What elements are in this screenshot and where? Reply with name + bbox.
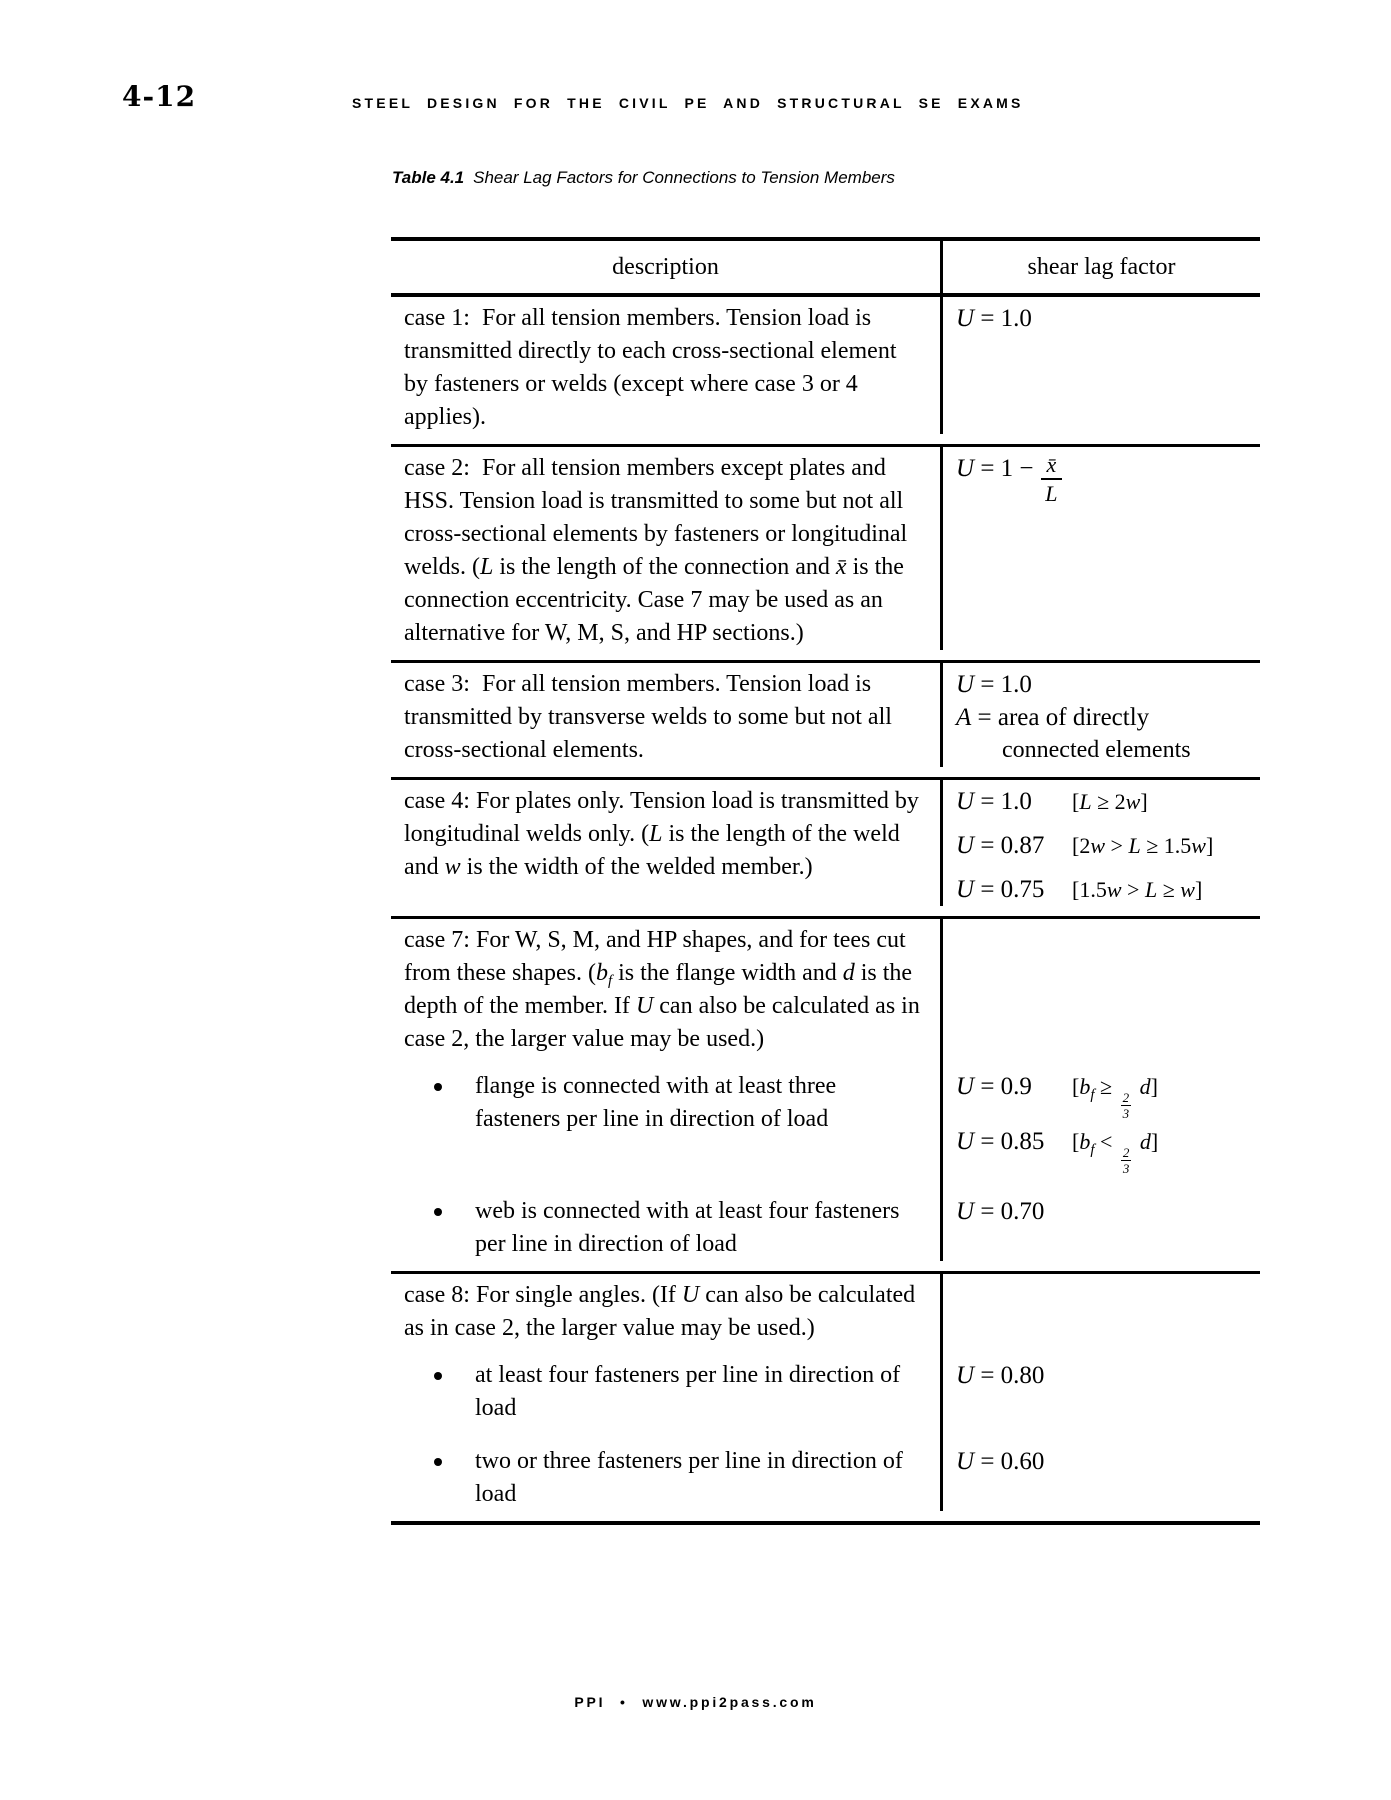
table-sub-row [391,1425,1260,1511]
factor-line: U = 1 − $\frac{x̄}{L}$ [956,452,1256,512]
fraction-two-thirds: $\frac{2}{3}$ [1122,1145,1130,1176]
shear-lag-table [391,237,1260,1525]
page-number: 4-12 [122,80,197,113]
table-header-row [391,241,1260,297]
factor-value: U = 1.0 [956,788,1032,815]
factor-value: U = 0.9 [956,1073,1032,1100]
factor-cell [940,1175,1260,1261]
factor-condition: [2w > L ≥ 1.5w] [1072,833,1214,858]
factor-value: A = area of directly [956,704,1150,731]
factor-cell [940,1345,1260,1425]
description-text: case 4: For plates only. Tension load is transmitted by longitudinal welds only. (L is the length of the weld and w is the width of the welded member.) [404,788,919,880]
table-header-factor: shear lag factor [940,241,1260,293]
table-sub-row [391,1345,1260,1425]
table-header-description: description [612,253,719,280]
factor-line [956,701,1256,734]
factor-cell [940,1056,1260,1175]
factor-cell [940,780,1260,906]
fraction-xbar-over-L: $\frac{x̄}{L}$ [1041,452,1063,508]
table-caption [392,168,895,188]
factor-condition: [1.5w > L ≥ w] [1072,877,1203,902]
caption-title: Shear Lag Factors for Connections to Tension Members [473,168,895,187]
description-cell [391,297,940,434]
table-sub-row [391,1274,1260,1345]
factor-value: U = 1.0 [956,671,1032,698]
bullet-item [391,1425,940,1511]
running-header: STEEL DESIGN FOR THE CIVIL PE AND STRUCTURAL SE EXAMS [352,95,1024,111]
bullet-text: at least four fasteners per line in direction of load [475,1362,901,1421]
factor-cell [940,297,1260,434]
fraction-two-thirds: $\frac{2}{3}$ [1122,1090,1130,1121]
factor-cell [940,919,1260,1056]
description-text: case 2: For all tension members except plates and HSS. Tension load is transmitted to some but not all cross-sectional elements by fasteners or longitudinal welds. (L is the length of the connection and x̄ is the connection eccentricity. Case 7 may be used as an alternative for W, M, S, and HP sections.) [404,455,908,646]
bullet-text: web is connected with at least four fasteners per line in direction of load [475,1198,900,1257]
description-cell [391,780,940,906]
table-row [391,447,1260,663]
bullet-icon [434,1372,442,1380]
description-cell [391,919,940,1056]
factor-line [956,302,1256,335]
description-text: case 1: For all tension members. Tension load is transmitted directly to each cross-sectional element by fasteners or welds (except where case 3 or 4 applies). [404,305,897,430]
table-row [391,297,1260,447]
factor-line [956,1125,1256,1175]
factor-value: U = 0.70 [956,1198,1045,1225]
factor-line [956,873,1256,906]
factor-value: U = 0.85 [956,1128,1045,1155]
table-sub-row [391,780,1260,906]
factor-condition: [$b_f$ ≥ $\frac{2}{3}$ d] [1072,1074,1158,1121]
factor-cell [940,663,1260,767]
factor-line [956,785,1256,818]
table-sub-row [391,663,1260,767]
description-cell [391,447,940,650]
table-sub-row [391,919,1260,1056]
table-sub-row [391,297,1260,434]
table-row [391,663,1260,780]
factor-line [956,734,1256,767]
page-footer: PPI • www.ppi2pass.com [574,1694,817,1710]
description-cell [391,663,940,767]
bullet-item [391,1345,940,1425]
bullet-text: flange is connected with at least three fasteners per line in direction of load [475,1073,837,1132]
factor-cell [940,1274,1260,1345]
factor-line [956,668,1256,701]
table-row [391,919,1260,1274]
description-cell [391,1274,940,1345]
factor-value: U = 0.60 [956,1448,1045,1475]
table-sub-row [391,1056,1260,1175]
factor-line [956,1195,1256,1228]
factor-cell [940,1425,1260,1511]
bullet-icon [434,1208,442,1216]
table-sub-row [391,1175,1260,1261]
factor-condition: [$b_f$ < $\frac{2}{3}$ d] [1072,1129,1159,1176]
table-row [391,780,1260,919]
factor-value: connected elements [1002,737,1191,763]
factor-value: U = 0.80 [956,1362,1045,1389]
caption-label: Table 4.1 [392,168,465,187]
factor-cell [940,447,1260,650]
factor-value: U = 1.0 [956,305,1032,332]
bullet-icon [434,1083,442,1091]
bullet-item [391,1056,940,1175]
factor-value: U = 0.87 [956,832,1045,859]
factor-condition: [L ≥ 2w] [1072,789,1148,814]
table-body [391,297,1260,1521]
description-text: case 3: For all tension members. Tension load is transmitted by transverse welds to some but not all cross-sectional elements. [404,671,892,763]
bullet-item [391,1175,940,1261]
table-row [391,1274,1260,1521]
factor-line [956,1445,1256,1478]
factor-line [956,1359,1256,1392]
bullet-text: two or three fasteners per line in direction of load [475,1448,903,1507]
description-text: case 8: For single angles. (If U can also be calculated as in case 2, the larger value may be used.) [404,1282,916,1341]
factor-value: U = 0.75 [956,876,1045,903]
table-sub-row [391,447,1260,650]
factor-line [956,1070,1256,1120]
factor-line [956,829,1256,862]
description-text: case 7: For W, S, M, and HP shapes, and for tees cut from these shapes. ($b_f$ is the flange width and d is the depth of the member. If U can also be calculated as in case 2, the larger value may be used.) [404,927,920,1052]
bullet-icon [434,1458,442,1466]
